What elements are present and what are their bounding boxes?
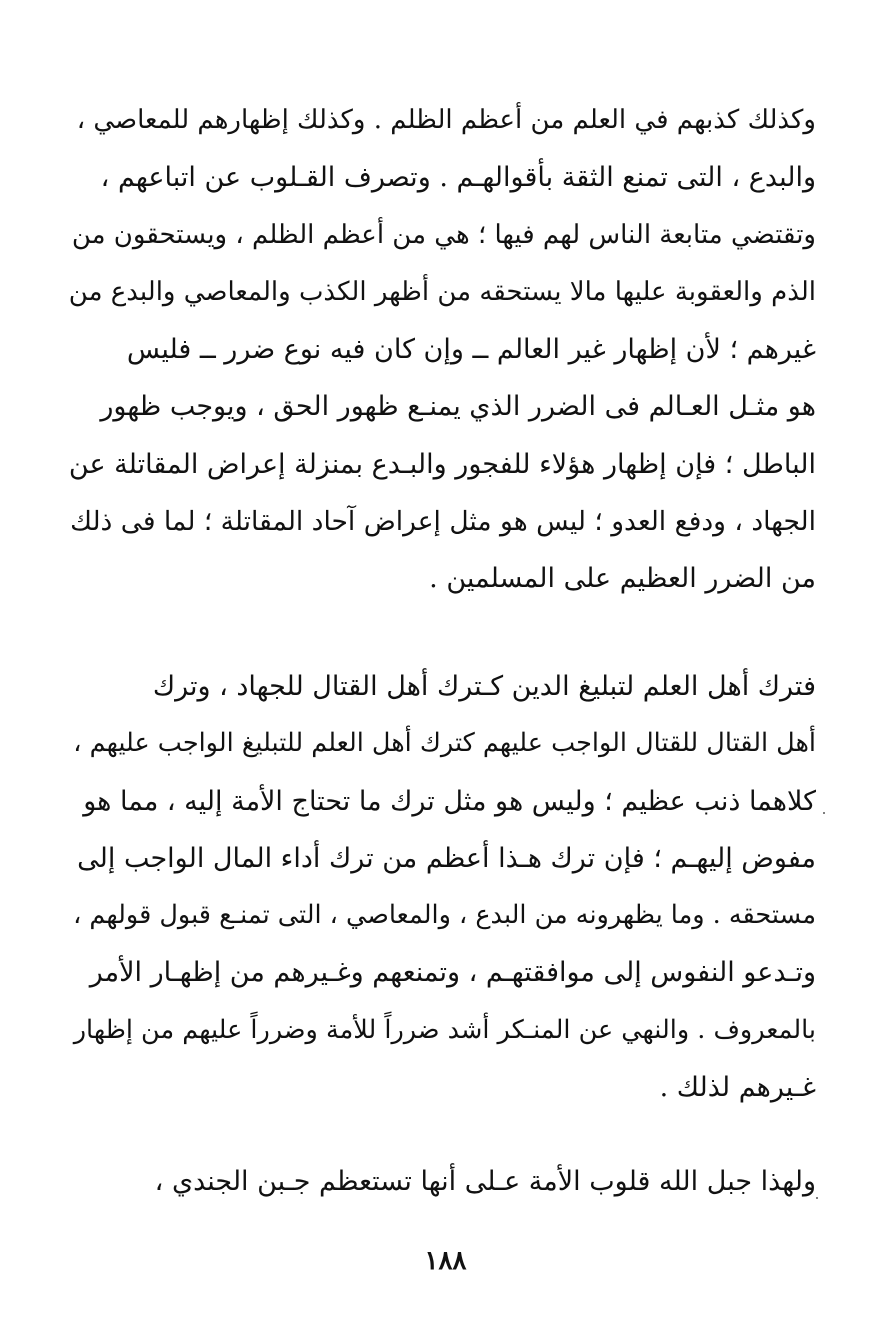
text-line: الباطل ؛ فإن إظهار هؤلاء للفجور والبـدع بمنزلة إعراض المقاتلة عن [68, 448, 816, 480]
paragraph-3 [66, 1153, 816, 1210]
paragraph-2 [66, 658, 816, 1116]
text-line: كلاهما ذنب عظيم ؛ وليس هو مثل ترك ما تحتاج الأمة إليه ، مما هو [83, 785, 816, 817]
text-line: ولهذا جبل الله قلوب الأمة عـلى أنها تستعظم جـبن الجندي ، [154, 1166, 816, 1197]
text-line: غـيرهم لذلك . [659, 1072, 816, 1104]
text-line: والبدع ، التى تمنع الثقة بأقوالهـم . وتصرف القـلوب عن اتباعهم ، [100, 162, 816, 194]
text-line: مفوض إليهـم ؛ فإن ترك هـذا أعظم من ترك أداء المال الواجب إلى [77, 842, 816, 874]
text-line: أهل القتال للقتال الواجب عليهم كترك أهل العلم للتبليغ الواجب عليهم ، [73, 728, 816, 759]
text-line: غيرهم ؛ لأن إظهار غير العالم ــ وإن كان فيه نوع ضرر ــ فليس [126, 334, 816, 366]
text-line: فترك أهل العلم لتبليغ الدين كـترك أهل القتال للجهاد ، وترك [152, 671, 816, 702]
text-line: وكذلك كذبهم في العلم من أعظم الظلم . وكذلك إظهارهم للمعاصي ، [76, 105, 816, 135]
text-line: هو مثـل العـالم فى الضرر الذي يمنـع ظهور الحق ، ويوجب ظهور [100, 391, 816, 423]
scan-speck [823, 812, 825, 814]
text-line: بالمعروف . والنهي عن المنـكر أشد ضرراً للأمة وضرراً عليهم من إظهار [73, 1014, 816, 1045]
text-line: الذم والعقوبة عليها مالا يستحقه من أظهر الكذب والمعاصي والبدع من [68, 276, 816, 307]
text-line: مستحقه . وما يظهرونه من البدع ، والمعاصي ، التى تمنـع قبول قولهم ، [73, 900, 816, 931]
paragraph-1 [66, 92, 816, 608]
page-number: ١٨٨ [424, 1246, 467, 1276]
scan-speck [816, 1197, 818, 1199]
text-line: وتقتضي متابعة الناس لهم فيها ؛ هي من أعظم الظلم ، ويستحقون من [71, 219, 816, 250]
text-line: الجهاد ، ودفع العدو ؛ ليس هو مثل إعراض آحاد المقاتلة ؛ لما فى ذلك [70, 506, 816, 538]
text-line: من الضرر العظيم على المسلمين . [429, 563, 816, 595]
text-line: وتـدعو النفوس إلى موافقتهـم ، وتمنعهم وغـيرهم من إظهـار الأمر [89, 957, 816, 989]
